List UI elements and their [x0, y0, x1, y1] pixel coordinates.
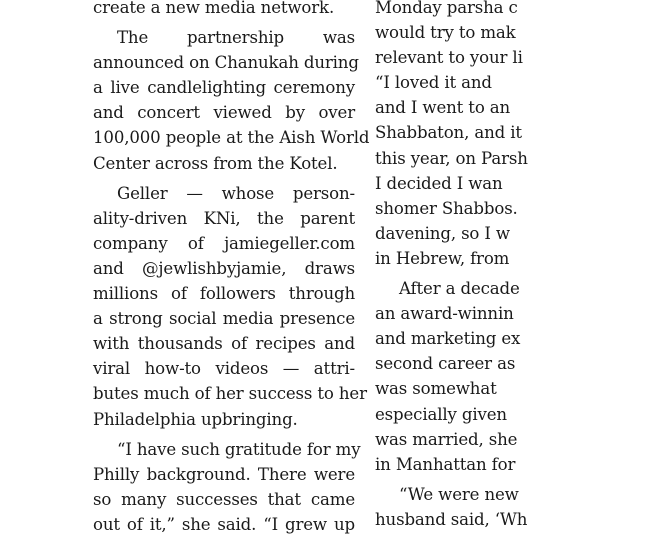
text-line: so many successes that came	[93, 489, 355, 509]
text-line: 100,000 people at the Aish World	[93, 128, 370, 148]
text-line: an award-winnin	[375, 304, 514, 324]
text-line: butes much of her success to her	[93, 384, 367, 404]
text-line: I decided I wan	[375, 173, 503, 193]
text-line: and marketing ex	[375, 329, 521, 349]
text-line: shomer Shabbos.	[375, 198, 518, 218]
text-line: davening, so I w	[375, 223, 510, 243]
text-line: with thousands of recipes and	[93, 334, 355, 354]
text-line: second career as	[375, 354, 516, 374]
text-line: a strong social media presence	[93, 309, 355, 329]
text-line: was married, she	[375, 429, 518, 449]
article-column-right	[375, 0, 655, 532]
text-line: was somewhat	[375, 379, 497, 399]
text-line: relevant to your li	[375, 48, 523, 68]
text-line: Geller — whose person-	[117, 183, 355, 203]
text-line: ality-driven KNi, the parent	[93, 208, 355, 228]
text-line: would try to mak	[375, 23, 516, 43]
text-line: millions of followers through	[93, 284, 355, 304]
text-line: husband said, ‘Wh	[375, 509, 528, 529]
text-line: “I have such gratitude for my	[117, 439, 361, 459]
article-column-left	[93, 0, 370, 537]
text-line: create a new media network.	[93, 0, 335, 17]
text-line: “I loved it and	[375, 73, 492, 93]
text-line: and I went to an	[375, 98, 511, 118]
text-line: Philly background. There were	[93, 464, 355, 484]
text-line: this year, on Parsh	[375, 148, 528, 168]
text-line: Philadelphia upbringing.	[93, 409, 298, 429]
text-line: especially given	[375, 404, 507, 424]
text-line: in Hebrew, from	[375, 248, 510, 268]
text-line: announced on Chanukah during	[93, 53, 359, 73]
text-line: viral how-to videos — attri-	[93, 359, 355, 379]
text-line: Center across from the Kotel.	[93, 153, 338, 173]
text-line: company of jamiegeller.com	[93, 233, 355, 253]
text-line: and @jewlishbyjamie, draws	[93, 258, 355, 278]
text-line: After a decade	[399, 279, 520, 299]
text-line: a live candlelighting ceremony	[93, 78, 355, 98]
text-line: out of it,” she said. “I grew up	[93, 514, 355, 534]
text-line: Monday parsha c	[375, 0, 518, 17]
text-line: Shabbaton, and it	[375, 123, 522, 143]
text-line: and concert viewed by over	[93, 103, 355, 123]
text-line: The partnership was	[117, 28, 355, 48]
text-line: “We were new	[399, 484, 519, 504]
text-line: in Manhattan for	[375, 454, 516, 474]
